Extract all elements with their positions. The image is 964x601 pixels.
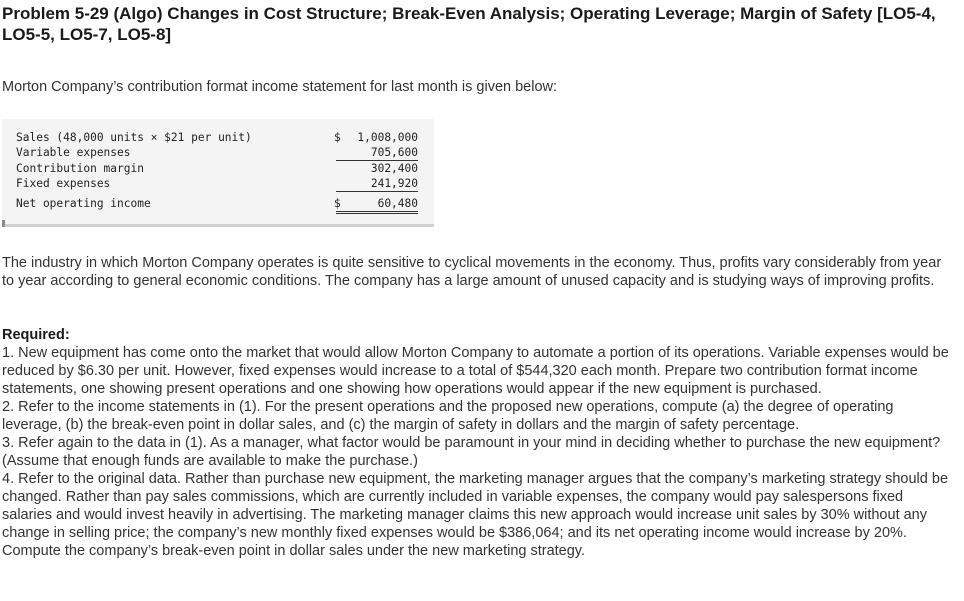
statement-divider [2,224,434,227]
intro-text: Morton Company’s contribution format income statement for last month is given below: [2,79,558,95]
stmt-label-fixed: Fixed expenses [16,177,111,190]
stmt-label-contribution: Contribution margin [16,162,144,175]
required-item-1: 1. New equipment has come onto the market that would allow Morton Company to automate a portion of its operations. Variable expenses would be reduced by $6.30 per unit. However, fixed expenses would increase to a total of $544,320 each month. Prepare two contribution format income statements, one showing present operations and one showing how operations would appear if the new equipment is purchased. [2,345,949,397]
stmt-dollar-noi: $ [334,197,341,210]
stmt-value-variable: 705,600 [336,146,418,161]
required-item-4: 4. Refer to the original data. Rather than purchase new equipment, the marketing manager argues that the company’s marketing strategy should be changed. Rather than pay sales commissions, which are currently included in variable expenses, the company would pay salespersons fixed salaries and would invest heavily in advertising. The marketing manager claims this new approach would increase unit sales by 30% without any change in selling price; the company’s new monthly fixed expenses would be $386,064; and its net operating income would increase by 20%. Compute the company’s break-even point in dollar sales under the new marketing strategy. [2,471,949,559]
income-statement [2,119,434,227]
required-item-2: 2. Refer to the income statements in (1). For the present operations and the proposed new operations, compute (a) the degree of operating leverage, (b) the break-even point in dollar sales, and (c) the margin of safety in dollars and the margin of safety percentage. [2,399,894,433]
stmt-dollar-sales: $ [334,131,341,144]
required-heading: Required: [2,327,70,343]
stmt-value-contribution: 302,400 [370,162,418,175]
stmt-label-sales: Sales (48,000 units × $21 per unit) [16,131,252,144]
industry-paragraph: The industry in which Morton Company operates is quite sensitive to cyclical movements in the economy. Thus, profits vary considerably from year to year according to general economic conditions. The company has a large amount of unused capacity and is studying ways of improving profits. [2,255,942,289]
required-section [2,326,952,560]
required-item-3: 3. Refer again to the data in (1). As a manager, what factor would be paramount in your mind in deciding whether to purchase the new equipment? (Assume that enough funds are available to make the purchase.) [2,435,941,469]
statement-resize-handle [2,220,5,227]
problem-title: Problem 5-29 (Algo) Changes in Cost Structure; Break-Even Analysis; Operating Leverage; Margin of Safety [LO5-4, LO5-5, LO5-7, LO5-8] [2,4,936,44]
stmt-value-noi: 60,480 [336,197,418,214]
stmt-value-fixed: 241,920 [336,177,418,192]
stmt-label-variable: Variable expenses [16,146,131,159]
stmt-value-sales: 1,008,000 [357,131,418,144]
stmt-label-noi: Net operating income [16,197,151,210]
